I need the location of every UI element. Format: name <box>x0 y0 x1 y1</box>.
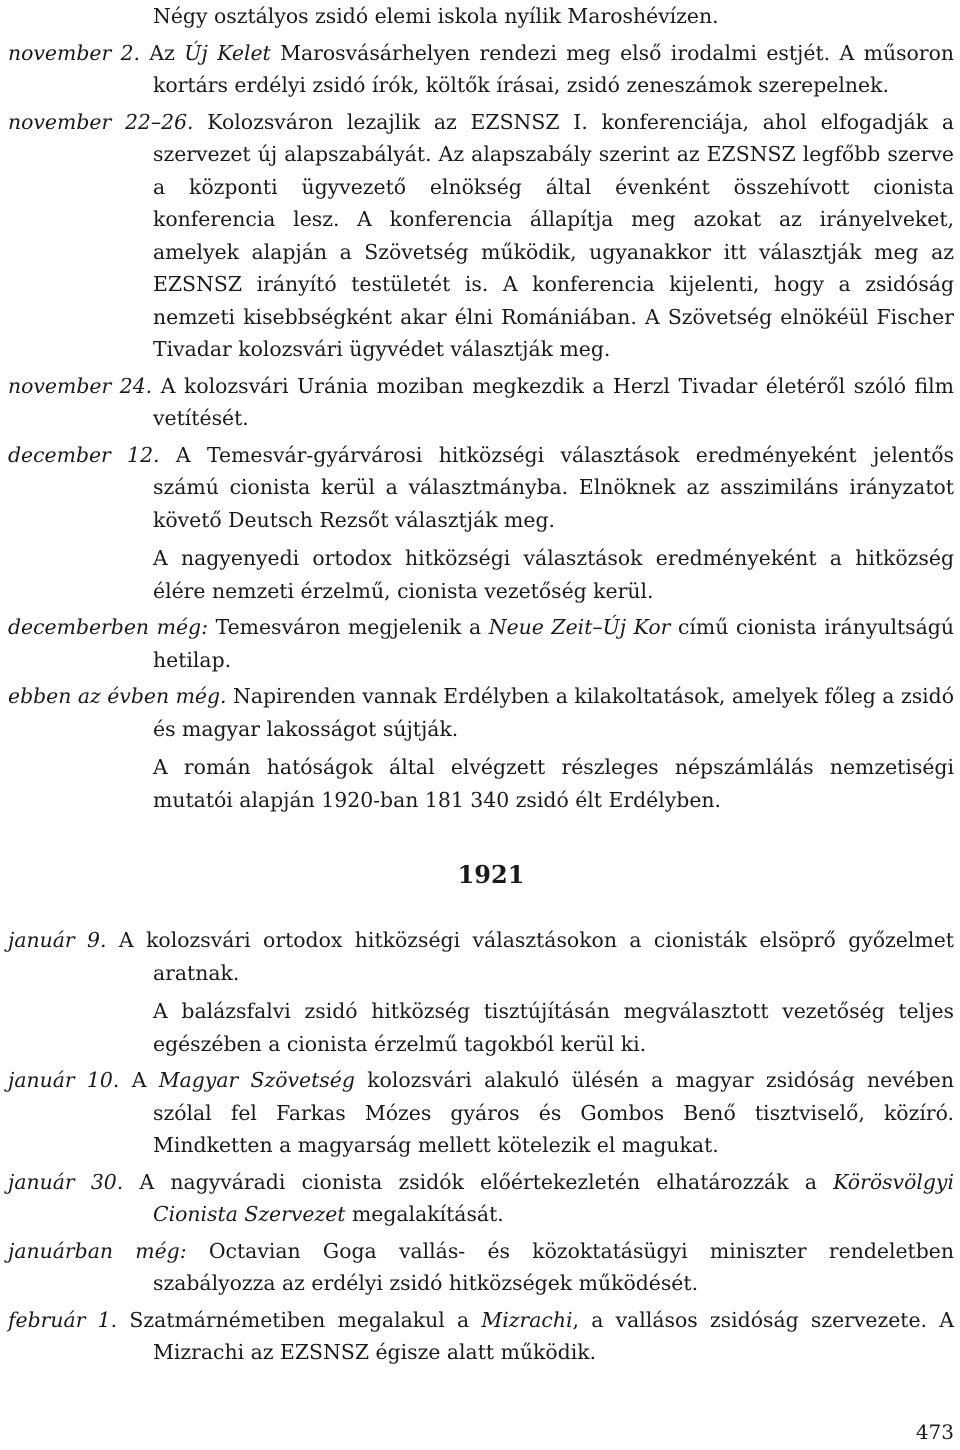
entry-title-italic: Új Kelet <box>184 40 271 65</box>
page-number: 473 <box>915 1420 954 1444</box>
entry-text: A kolozsvári ortodox hitközségi választásokon a cionisták elsöprő győzelmet aratnak. <box>106 928 954 985</box>
chronology-entry <box>8 37 954 102</box>
entry-date: ebben az évben még. <box>8 684 227 708</box>
entry-text: Temesváron megjelenik a <box>207 615 489 639</box>
entry-additional-paragraph: A balázsfalvi zsidó hitközség tisztújításán megválasztott vezetőség teljes egészében a cionista érzelmű tagokból kerül ki. <box>153 999 954 1056</box>
entry-title-italic: Mizrachi <box>481 1307 573 1332</box>
entry-date: november 2. <box>8 40 141 65</box>
entry-text: A kolozsvári Uránia moziban megkezdik a Herzl Tivadar életéről szóló film vetítését. <box>152 373 955 430</box>
entry-date: december 12. <box>8 442 160 467</box>
entry-text: megalakítását. <box>345 1202 504 1226</box>
entry-date: januárban még: <box>8 1238 187 1263</box>
chronology-entry <box>8 1064 954 1162</box>
chronology-1920 <box>8 37 954 817</box>
entry-title-italic: Neue Zeit–Új Kor <box>488 615 671 639</box>
entry-additional-paragraph: A nagyenyedi ortodox hitközségi választások eredményeként a hitközség élére nemzeti érzelmű, cionista vezetőség kerül. <box>153 546 954 603</box>
chronology-entry <box>8 370 954 435</box>
entry-date: november 22–26. <box>8 109 194 134</box>
chronology-entry <box>8 924 954 989</box>
chronology-entry <box>8 680 954 745</box>
year-heading: 1921 <box>457 860 525 889</box>
entry-text: Kolozsváron lezajlik az EZSNSZ I. konferenciája, ahol elfogadják a szervezet új alapszabályát. Az alapszabály szerint az EZSNSZ legfőbb szerve a központi ügyvezető elnökség által évenként összehívott cionista konferencia lesz. A konferencia állapítja meg azokat az irányelveket, amelyek alapján a Szövetség működik, ugyanakkor itt választják meg az EZSNSZ irányító testületét is. A konferencia kijelenti, hogy a zsidóság nemzeti kisebbségként akar élni Romániában. A Szövetség elnökéül Fischer Tivadar kolozsvári ügyvédet választják meg. <box>153 109 955 361</box>
chronology-entry <box>8 1235 954 1300</box>
document-page <box>8 0 954 1373</box>
entry-text: Octavian Goga vallás- és közoktatásügyi miniszter rendeletben szabályozza az erdélyi zsidó hitközségek működését. <box>153 1238 954 1295</box>
entry-text: A nagyváradi cionista zsidók előértekezletén elhatározzák a <box>123 1169 834 1194</box>
chronology-entry <box>8 439 954 537</box>
entry-date: november 24. <box>8 373 153 398</box>
chronology-entry <box>8 1166 954 1231</box>
entry-title-italic: Körösvölgyi Cionista Szervezet <box>153 1169 954 1226</box>
continuation-paragraph: Négy osztályos zsidó elemi iskola nyílik Maroshévízen. <box>153 4 719 28</box>
entry-text: A <box>119 1068 159 1092</box>
entry-date: január 30. <box>8 1169 124 1194</box>
entry-date: január 9. <box>8 928 107 952</box>
chronology-1921 <box>8 924 954 1369</box>
chronology-entry <box>8 611 954 676</box>
entry-text: Napirenden vannak Erdélyben a kilakoltatások, amelyek főleg a zsidó és magyar lakosságot sújtják. <box>153 684 955 741</box>
entry-additional-paragraph: A román hatóságok által elvégzett részleges népszámlálás nemzetiségi mutatói alapján 1920-ban 181 340 zsidó élt Erdélyben. <box>153 755 954 812</box>
entry-text: Az <box>140 40 185 65</box>
entry-text: című cionista irányultságú hetilap. <box>153 615 954 672</box>
entry-text: Marosvásárhelyen rendezi meg első irodalmi estjét. A műsoron kortárs erdélyi zsidó írók, költők írásai, zsidó zeneszámok szerepelnek. <box>153 40 954 97</box>
entry-date: decemberben még: <box>8 615 208 639</box>
entry-text: kolozsvári alakuló ülésén a magyar zsidóság nevében szólal fel Farkas Mózes gyáros és Gombos Benő tisztviselő, közíró. Mindketten a magyarság mellett kötelezik el magukat. <box>153 1068 954 1157</box>
entry-text: Szatmárnémetiben megalakul a <box>117 1307 482 1332</box>
entry-date: február 1. <box>8 1307 118 1332</box>
entry-text: A Temesvár-gyárvárosi hitközségi választások eredményeként jelentős számú cionista kerül a választmányba. Elnöknek az asszimiláns irányzatot követő Deutsch Rezsőt választják meg. <box>153 442 954 532</box>
chronology-entry <box>8 1304 954 1369</box>
entry-title-italic: Magyar Szövetség <box>158 1068 355 1092</box>
entry-date: január 10. <box>8 1068 120 1092</box>
chronology-entry <box>8 106 954 366</box>
entry-text: , a vallásos zsidóság szervezete. A Mizrachi az EZSNSZ égisze alatt működik. <box>153 1307 954 1364</box>
